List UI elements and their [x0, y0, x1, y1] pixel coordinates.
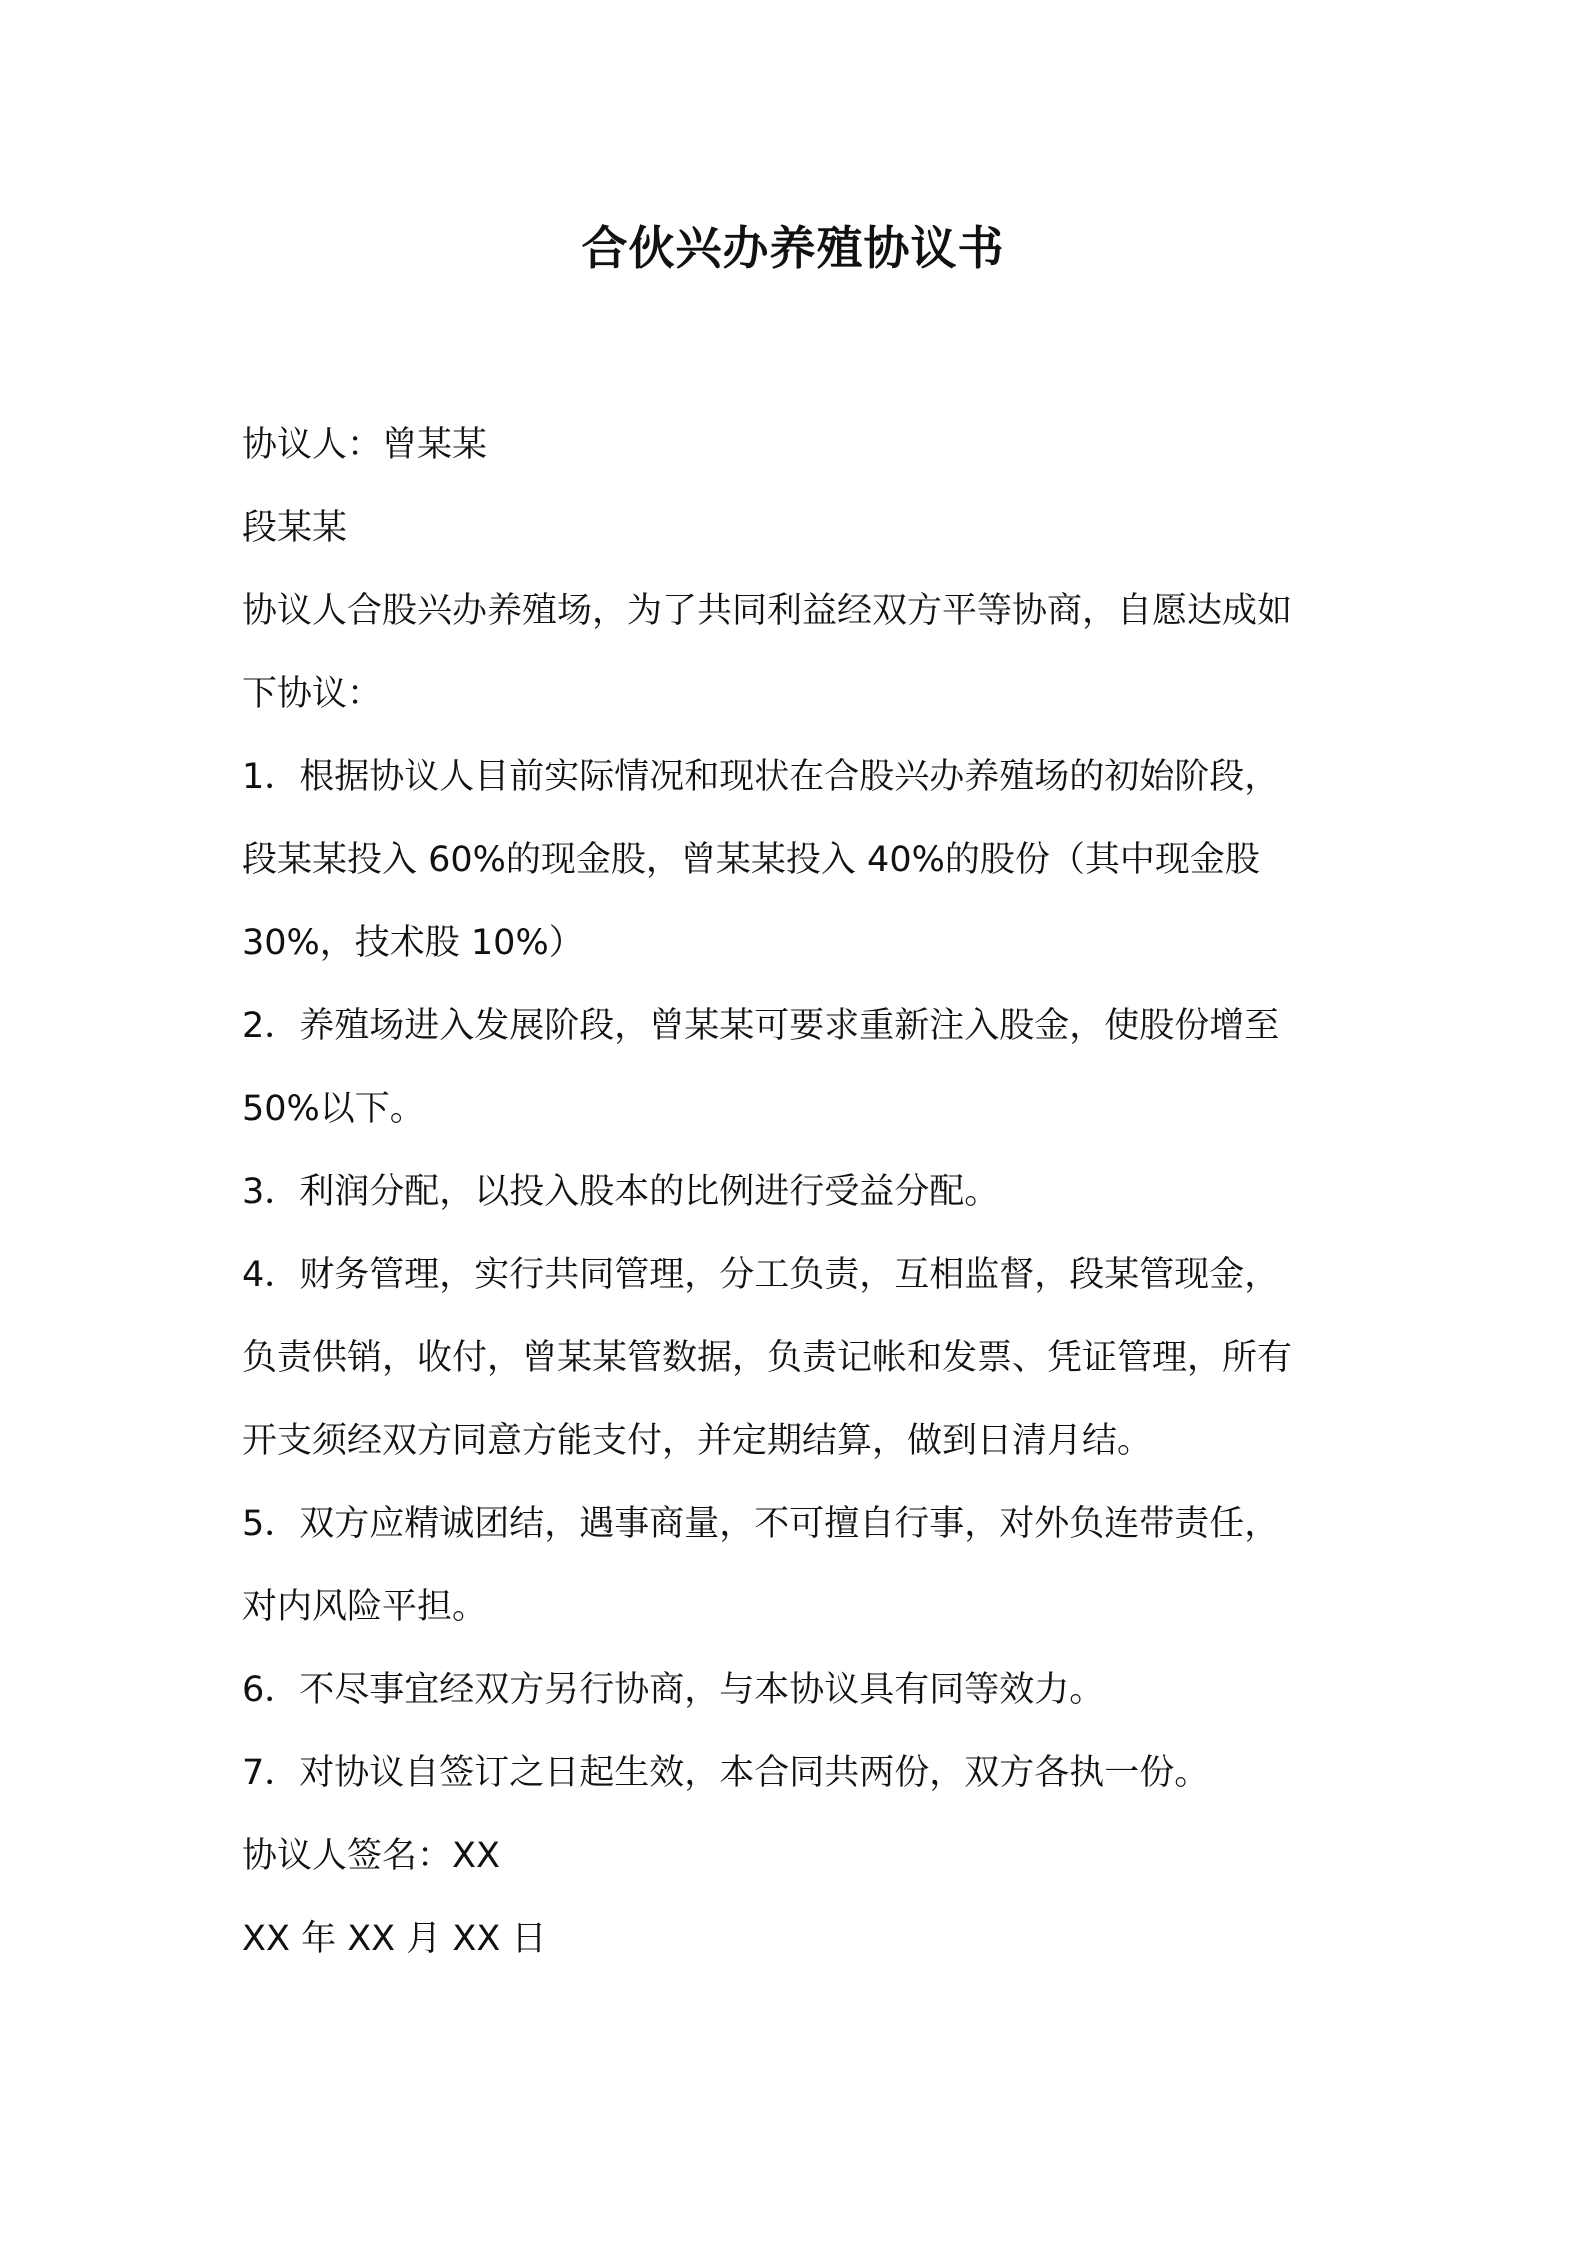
- date-line: XX 年 XX 月 XX 日: [242, 1919, 547, 1959]
- clause-5-line-1: 5．双方应精诚团结，遇事商量，不可擅自行事，对外负连带责任，: [242, 1504, 1280, 1544]
- clause-4-line-2: 负责供销，收付，曾某某管数据，负责记帐和发票、凭证管理，所有: [242, 1338, 1293, 1378]
- clause-7-line-1: 7．对协议自签订之日起生效，本合同共两份，双方各执一份。: [242, 1753, 1210, 1793]
- clause-6-line-1: 6．不尽事宜经双方另行协商，与本协议具有同等效力。: [242, 1670, 1105, 1710]
- document-title: 合伙兴办养殖协议书: [581, 221, 1005, 275]
- clause-1-line-3: 30%，技术股 10%）: [242, 923, 584, 963]
- clause-2-line-2: 50%以下。: [242, 1089, 425, 1129]
- agreement-body: [242, 404, 1362, 1981]
- preamble-line-2: 下协议：: [242, 674, 383, 714]
- party-line-1: 协议人：曾某某: [242, 425, 488, 465]
- signature-line: 协议人签名：XX: [242, 1836, 500, 1876]
- preamble-line-1: 协议人合股兴办养殖场，为了共同利益经双方平等协商，自愿达成如: [242, 591, 1293, 631]
- clause-1-line-2: 段某某投入 60%的现金股，曾某某投入 40%的股份（其中现金股: [242, 840, 1260, 880]
- clause-1-line-1: 1．根据协议人目前实际情况和现状在合股兴办养殖场的初始阶段，: [242, 757, 1280, 797]
- clause-4-line-1: 4．财务管理，实行共同管理，分工负责，互相监督，段某管现金，: [242, 1255, 1280, 1295]
- party-line-2: 段某某: [242, 508, 348, 548]
- clause-5-line-2: 对内风险平担。: [242, 1587, 488, 1627]
- clause-3-line-1: 3．利润分配，以投入股本的比例进行受益分配。: [242, 1172, 1000, 1212]
- clause-4-line-3: 开支须经双方同意方能支付，并定期结算，做到日清月结。: [242, 1421, 1153, 1461]
- clause-2-line-1: 2．养殖场进入发展阶段，曾某某可要求重新注入股金，使股份增至: [242, 1006, 1280, 1046]
